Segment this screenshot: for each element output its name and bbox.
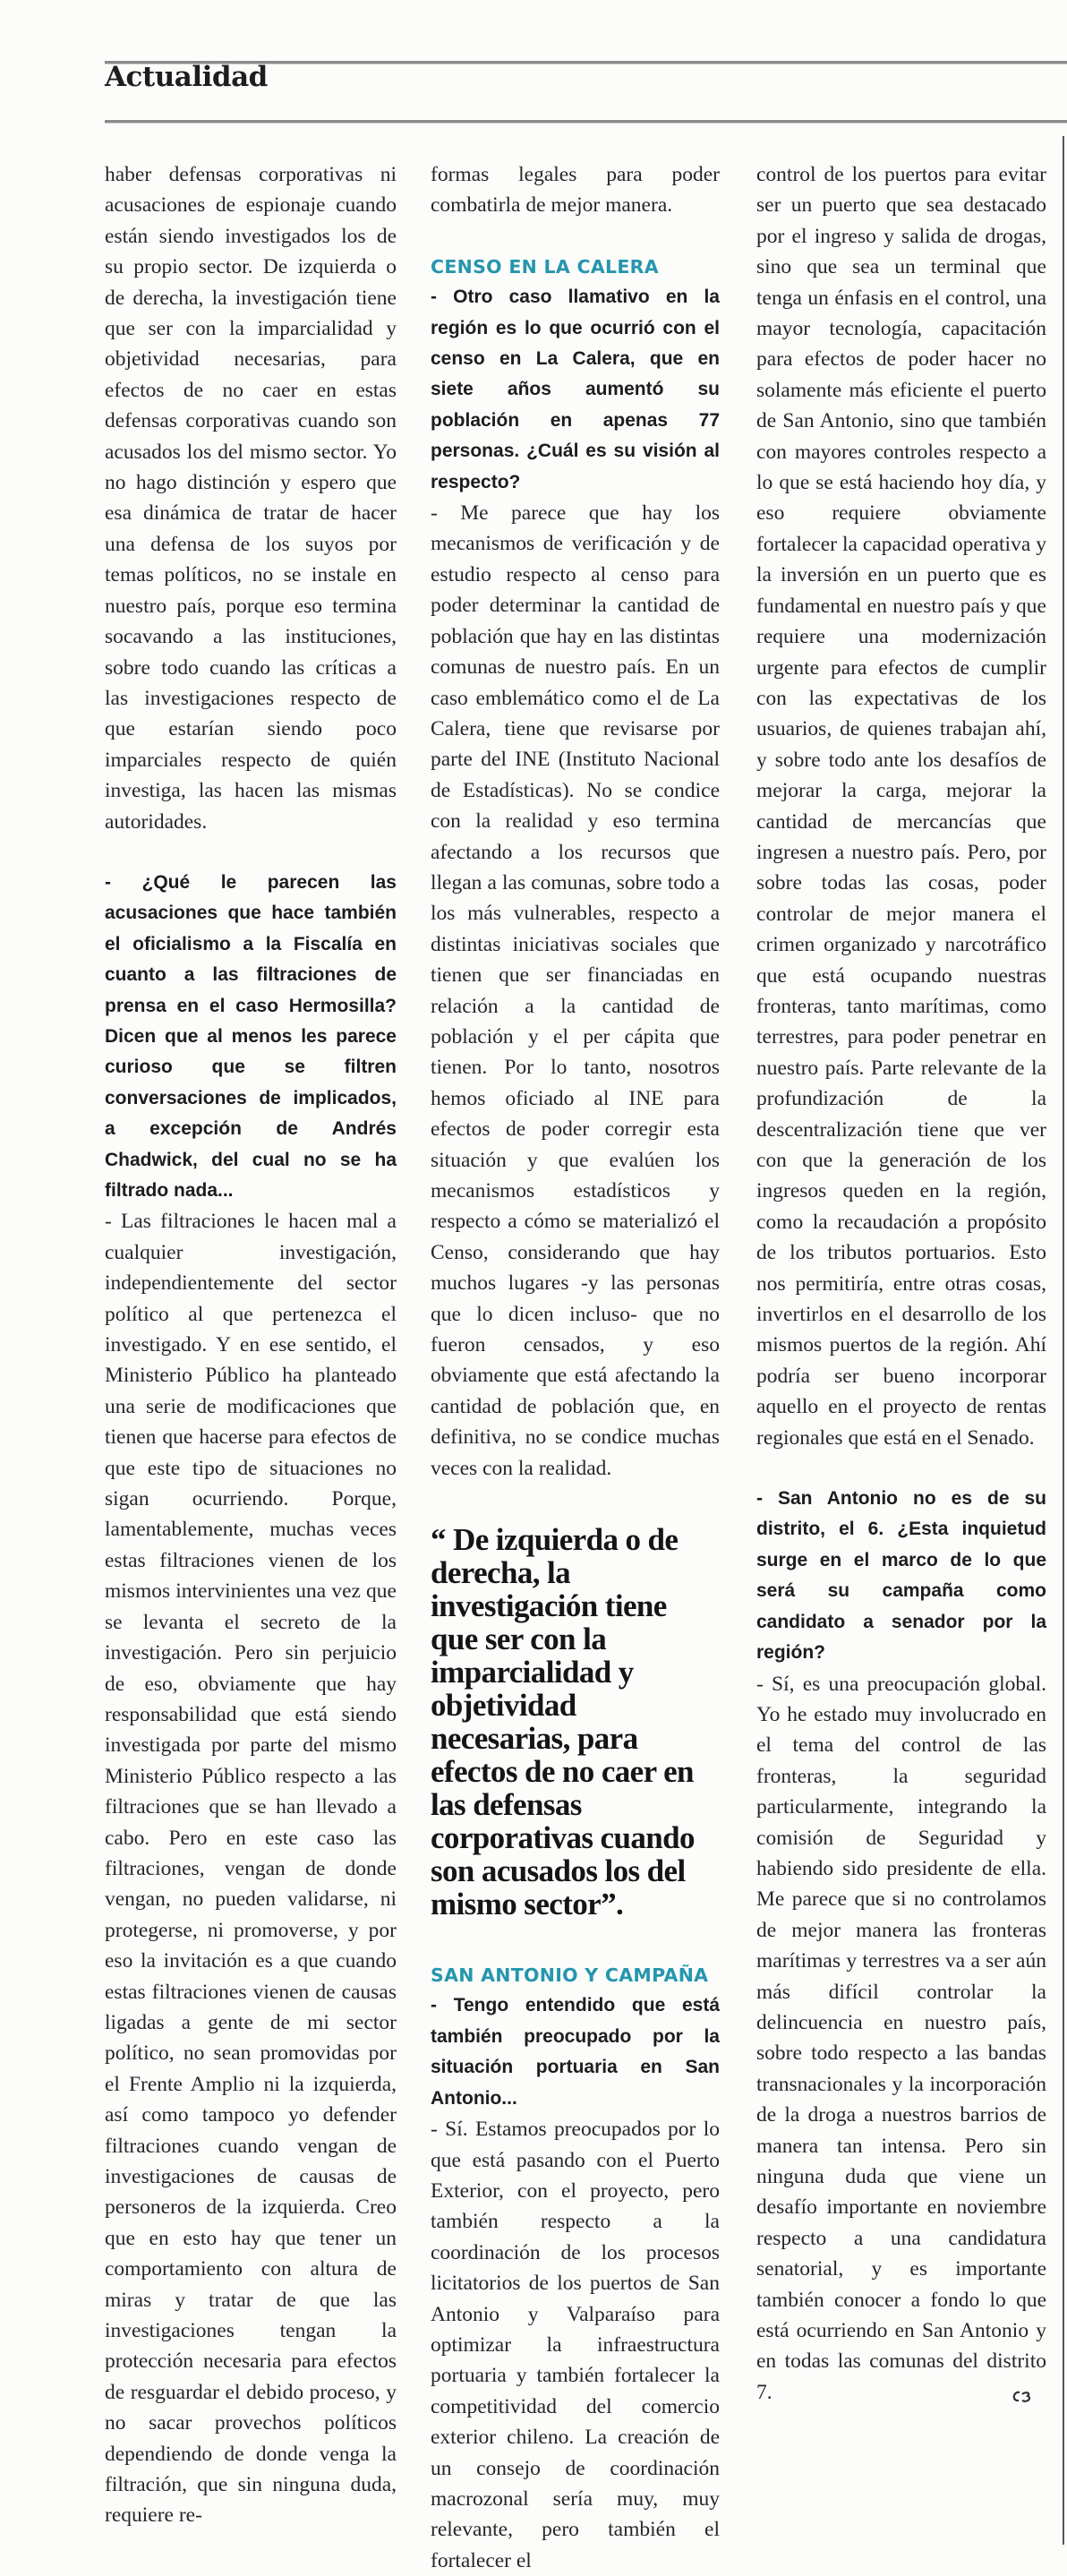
section-title: Actualidad xyxy=(105,61,268,93)
answer-paragraph: - Las filtraciones le hacen mal a cualquier investigación, independientemente del sector político al que pertenezca el investigado. Y en ese sentido, el Ministerio Público ha planteado una serie de modificaciones que tienen que hacerse para efectos de que este tipo de situaciones no sigan ocurriendo. Porque, lamentablemente, muchas veces estas filtraciones vienen de los mismos intervinientes una vez que se levanta el secreto de la investigación. Pero sin perjuicio de eso, obviamente que hay responsabilidad que está siendo investigada por parte del mismo Ministerio Público respecto a las filtraciones que se han llevado a cabo. Pero en este caso las filtraciones, vengan de donde vengan, no pueden validarse, ni protegerse, ni promoverse, y por eso la invitación es a que cuando estas filtraciones vienen de causas ligadas a gente de mi sector político, no sean promovidas por el Frente Amplio ni la izquierda, así como tampoco yo defender filtraciones cuando vengan de investigaciones de causas de personeros de la izquierda. Creo que en esto hay que tener un comportamiento con altura de miras y tratar de que las investigaciones tengan la protección necesaria para efectos de resguardar el debido proceso, y no sacar provechos políticos dependiendo de donde venga la filtración, que sin ninguna duda, requiere re- xyxy=(105,1210,397,2528)
interview-question: - San Antonio no es de su distrito, el 6. ¿Esta inquietud surge en el marco de lo que será su campaña como candidato a senador por la región? xyxy=(756,1488,1046,1664)
section-subheading: SAN ANTONIO Y CAMPAÑA xyxy=(431,1964,709,1987)
answer-paragraph: - Sí. Estamos preocupados por lo que está pasando con el Puerto Exterior, con el proyecto, pero también respecto a la coordinación de los procesos licitatorios de los puertos de San Antonio y Valparaíso para optimizar la infraestructura portuaria y también fortalecer la competitividad del comercio exterior chileno. La creación de un consejo de coordinación macrozonal sería muy, muy relevante, pero también el fortalecer el xyxy=(431,2118,720,2572)
interview-question: - Otro caso llamativo en la región es lo que ocurrió con el censo en La Calera, que en siete años aumentó su población en apenas 77 personas. ¿Cuál es su visión al respecto? xyxy=(431,287,720,492)
end-mark-icon xyxy=(1011,2383,1034,2413)
header-bottom-rule xyxy=(105,120,1067,124)
interview-question: - Tengo entendido que está también preocupado por la situación portuaria en San Antonio... xyxy=(431,1995,720,2109)
column-1 xyxy=(105,159,397,2531)
answer-text: - Sí, es una preocupación global. Yo he estado muy involucrado en el tema del control de las fronteras, la seguridad particularmente, integrando la comisión de Seguridad y habiendo sido presidente de ella. Me parece que si no controlamos de mejor manera las fronteras marítimas y terrestres va a ser aún más difícil controlar la delincuencia en nuestro país, sobre todo respecto a las bandas transnacionales y la incorporación de la droga a nuestros barrios de manera tan intensa. Pero sin ninguna duda que viene un desafío importante en noviembre respecto a una candidatura senatorial, y es importante también conocer a fondo lo que está ocurriendo en San Antonio y en todas las comunas del distrito 7. xyxy=(756,1672,1046,2404)
answer-paragraph: formas legales para poder combatirla de mejor manera. xyxy=(431,163,720,218)
column-divider xyxy=(1063,136,1064,2545)
answer-paragraph: control de los puertos para evitar ser un puerto que sea destacado por el ingreso y salida de drogas, sino que sea un terminal que tenga un énfasis en el control, una mayor tecnología, capacitación para efectos de poder hacer no solamente más eficiente el puerto de San Antonio, sino que también con mayores controles respecto a lo que se está haciendo hoy día, y eso requiere obviamente fortalecer la capacidad operativa y la inversión en un puerto que es fundamental en nuestro país y que requiere una modernización urgente para efectos de cumplir con las expectativas de los usuarios, de quienes trabajan ahí, y sobre todo ante los desafíos de mejorar la carga, mejorar la cantidad de mercancías que ingresen a nuestro país. Pero, por sobre todas las cosas, poder controlar de mejor manera el crimen organizado y narcotráfico que está ocupando nuestras fronteras, tanto marítimas, como terrestres, para poder penetrar en nuestro país. Parte relevante de la profundización de la descentralización tiene que ver con que la generación de los ingresos queden en la región, como la recaudación a propósito de los tributos portuarios. Esto nos permitiría, entre otras cosas, invertirlos en el desarrollo de los mismos puertos de la región. Ahí podría ser bueno incorporar aquello en el proyecto de rentas regionales que está en el Senado. xyxy=(756,163,1046,1450)
pull-quote: “ De izquierda o de derecha, la investigación tiene que ser con la imparcialidad y objetividad necesarias, para efectos de no caer en las defensas corporativas cuando son acusados los del mismo sector”. xyxy=(431,1522,695,1922)
column-3 xyxy=(756,159,1046,2413)
answer-paragraph: haber defensas corporativas ni acusaciones de espionaje cuando están siendo investigados los de su propio sector. De izquierda o de derecha, la investigación tiene que ser con la imparcialidad y objetividad necesarias, para efectos de no caer en estas defensas corporativas cuando son acusados los del mismo sector. Yo no hago distinción y espero que esa dinámica de tratar de hacer una defensa de los suyos por temas políticos, no se instale en nuestro país, porque eso termina socavando a las instituciones, sobre todo cuando las críticas a las investigaciones respecto de que estarían siendo poco imparciales respecto de quién investiga, las hacen las mismas autoridades. xyxy=(105,163,397,834)
answer-paragraph xyxy=(756,1669,1046,2409)
interview-question: - ¿Qué le parecen las acusaciones que hace también el oficialismo a la Fiscalía en cuanto a las filtraciones de prensa en el caso Hermosilla? Dicen que al menos les parece curioso que se filtren conversaciones de implicados, a excepción de Andrés Chadwick, del cual no se ha filtrado nada... xyxy=(105,871,397,1201)
section-subheading: CENSO EN LA CALERA xyxy=(431,255,659,278)
answer-paragraph: - Me parece que hay los mecanismos de verificación y de estudio respecto al censo para poder determinar la cantidad de población que hay en las distintas comunas de nuestro país. En un caso emblemático como el de La Calera, tiene que revisarse por parte del INE (Instituto Nacional de Estadísticas). No se condice con la realidad y eso termina afectando a los recursos que llegan a las comunas, sobre todo a los más vulnerables, respecto a distintas iniciativas sociales que tienen que ser financiadas en relación a la cantidad de población y el per cápita que tienen. Por lo tanto, nosotros hemos oficiado al INE para efectos de poder corregir esta situación y que evalúen los mecanismos estadísticos y respecto a cómo se materializó el Censo, considerando que hay muchos lugares -y las personas que lo dicen incluso- que no fueron censados, y eso obviamente que está afectando la cantidad de población que, en definitiva, no se condice muchas veces con la realidad. xyxy=(431,501,720,1480)
column-2 xyxy=(431,159,720,2576)
